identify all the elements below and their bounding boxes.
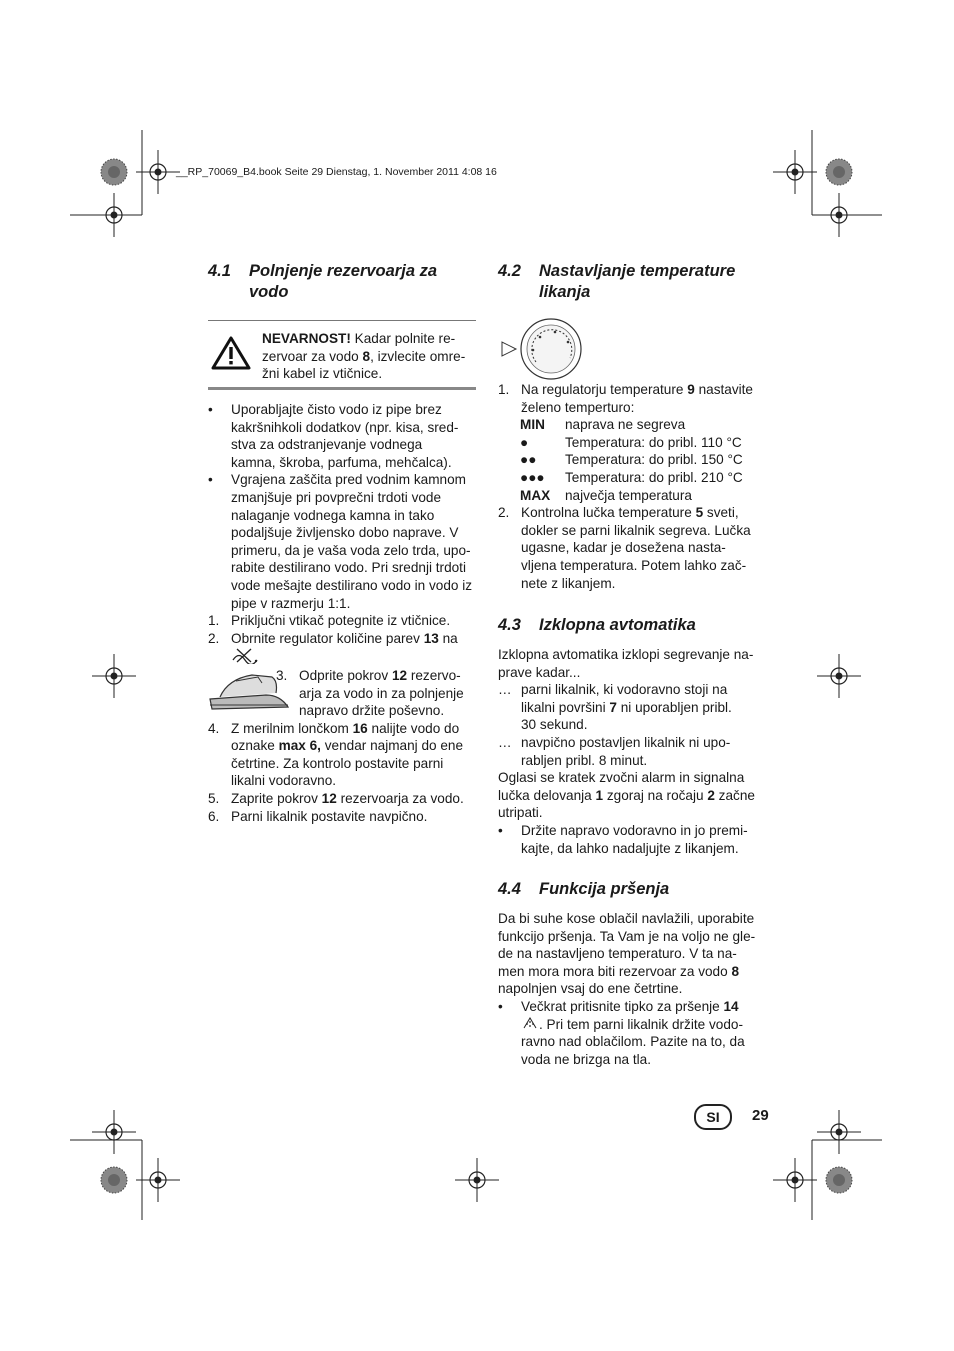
section-heading-4-1 [208, 261, 478, 303]
temperature-dial-icon [500, 318, 586, 382]
step-6: 6. Parni likalnik postavite navpično. [208, 808, 428, 824]
heading-line: likanja [539, 283, 591, 301]
steam-off-icon [231, 647, 259, 664]
list-item: … parni likalnik, ki vodoravno stoji na likalni površini 7 ni uporabljen pribl. 30 sekund. [498, 682, 732, 733]
list-item: • Uporabljajte čisto vodo iz pipe brez kakršnihkoli dodatkov (npr. kisa, sred- stva za odstranjevanje vodnega kamna, škroba, parfuma, mehčalca). [208, 402, 459, 470]
temp-step-2: 2. Kontrolna lučka temperature 5 sveti, dokler se parni likalnik segreva. Lučka ugasne, kadar je dosežena nasta- vljena temperatura. Potem lahko zač- nete z likanjem. [498, 505, 751, 591]
warning-triangle-icon [211, 336, 251, 370]
section-heading-4-4 [498, 879, 778, 900]
heading-line: Izklopna avtomatika [539, 616, 696, 634]
step-4: 4. Z merilnim lončkom 16 nalijte vodo do oznake max 6, vendar najmanj do ene četrtine. Za kontrolo postavite parni likalni vodoravno. [208, 720, 464, 789]
heading-line: Funkcija pršenja [539, 880, 670, 898]
temp-step-1: 1. Na regulatorju temperature 9 nastavite želeno temperturo: [498, 382, 753, 415]
heading-line: Nastavljanje temperature [539, 262, 736, 280]
temp-setting-1: ● Temperatura: do pribl. 110 °C [520, 434, 742, 450]
step-1: 1. Priključni vtikač potegnite iz vtičnice. [208, 613, 451, 629]
spray-icon [521, 1016, 539, 1029]
temp-setting-min: MIN naprava ne segreva [520, 417, 686, 433]
temp-setting-2: ●● Temperatura: do pribl. 150 °C [520, 452, 743, 468]
section-4-3-body: Izklopna avtomatika izklopi segrevanje na- prave kadar... … parni likalnik, ki vodoravno stoji na likalni površini 7 ni uporabljen pribl. 30 sekund. … navpično postavljen likalnik ni upo- rabljen pribl. 8 minut. Oglasi se kratek zvočni alarm in signalna lučka delovanja 1 zgoraj na ročaju 2 začne utripati. • Držite napravo vodoravno in jo premi- kajte, da lahko nadaljujte z likanjem. [498, 646, 776, 857]
temp-setting-max: MAX največja temperatura [520, 487, 692, 503]
page-number: 29 [752, 1107, 769, 1124]
warning-text: NEVARNOST! Kadar polnite re- zervoar za vodo 8, izvlecite omre- žni kabel iz vtičnice. [262, 331, 466, 382]
section-4-4-body: Da bi suhe kose oblačil navlažili, uporabite funkcijo pršenja. Ta Vam je na voljo ne gle- de na nastavljeno temperaturo. V ta na- men mora mora biti rezervoar za vodo 8 napolnjen vsaj do ene četrtine. • Večkrat pritisnite tipko za pršenje 14 . Pri tem parni likalnik držite vodo- ravno nad oblačilom. Pazite na to, da voda ne brizga na tla. [498, 910, 776, 1068]
section-number: 4.1 [208, 262, 231, 280]
list-item: • Držite napravo vodoravno in jo premi- kajte, da lahko nadaljujte z likanjem. [498, 822, 748, 856]
section-number: 4.2 [498, 262, 521, 280]
left-column-body [208, 401, 480, 825]
section-number: 4.3 [498, 616, 521, 634]
heading-line: vodo [249, 283, 289, 301]
step-5: 5. Zaprite pokrov 12 rezervoarja za vodo. [208, 791, 464, 807]
list-item: • Večkrat pritisnite tipko za pršenje 14 . Pri tem parni likalnik držite vodo- ravno nad oblačilom. Pazite na to, da voda ne brizga na tla. [498, 998, 745, 1067]
list-item: … navpično postavljen likalnik ni upo- rabljen pribl. 8 minut. [498, 734, 731, 768]
temp-setting-3: ●●● Temperatura: do pribl. 210 °C [520, 469, 743, 485]
print-header-line: __RP_70069_B4.book Seite 29 Dienstag, 1. November 2011 4:08 16 [176, 166, 497, 178]
section-heading-4-3 [498, 615, 778, 636]
step-2: 2. Obrnite regulator količine parev 13 na [208, 630, 480, 665]
step-3: 3. Odprite pokrov 12 rezervo- arja za vodo in za polnjenje napravo držite poševno. [208, 667, 480, 720]
heading-line: Polnjenje rezervoarja za [249, 262, 438, 280]
warning-box [208, 320, 476, 390]
list-item: • Vgrajena zaščita pred vodnim kamnom zmanjšuje pri povprečni trdoti vode nalaganje vodnega kamna in tako podaljšuje življensko dobo naprave. V primeru, da je vaša voda zelo trda, upo- rabite destilirano vodo. Pri srednji trdoti vode mešajte destilirano vodo in vodo iz pipe v razmerju 1:1. [208, 472, 473, 611]
section-number: 4.4 [498, 880, 521, 898]
language-badge: SI [694, 1104, 732, 1130]
section-heading-4-2 [498, 261, 778, 303]
right-column-body [498, 381, 776, 592]
